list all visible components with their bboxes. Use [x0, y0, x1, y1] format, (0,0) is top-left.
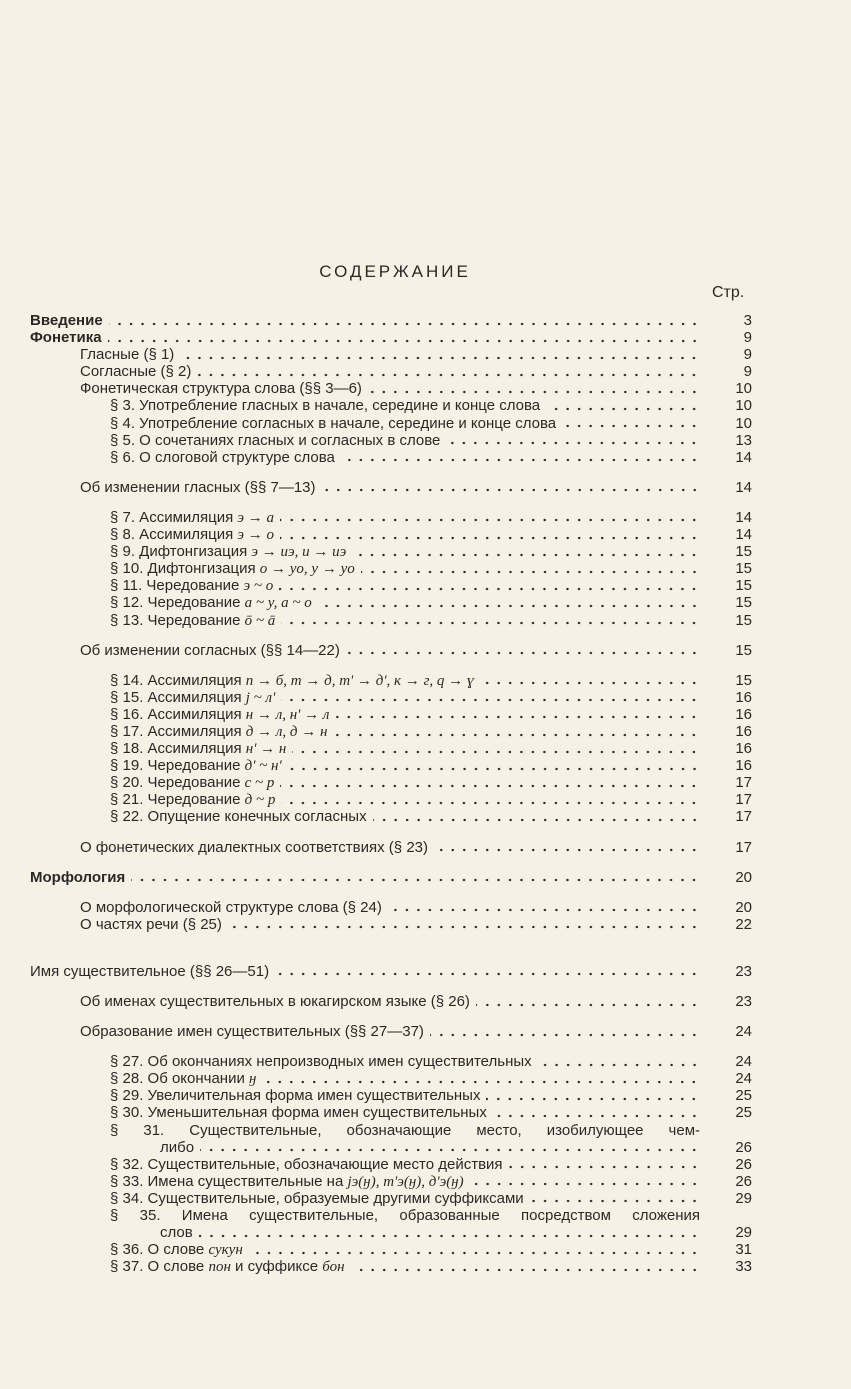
dot-leader [199, 1228, 700, 1238]
toc-entry-title [110, 526, 274, 544]
toc-entry-formula: ӈ [249, 1071, 257, 1088]
toc-entry-formula: д ~ р [244, 792, 276, 809]
toc-entry-text: Гласные (§ 1) [80, 346, 175, 364]
toc-page-number: 14 [735, 526, 752, 544]
dot-leader [493, 1108, 700, 1118]
toc-entry[interactable] [30, 1104, 752, 1121]
toc-entry-title-continued: либо [160, 1138, 195, 1156]
toc-entry[interactable] [30, 1241, 752, 1258]
dot-leader [318, 598, 700, 608]
toc-entry-text: § 16. Ассимиляция [110, 705, 246, 723]
toc-entry-title [110, 740, 286, 758]
toc-page-number: 15 [735, 671, 752, 689]
toc-section [30, 642, 752, 659]
toc-entry[interactable] [30, 479, 752, 496]
toc-page-number: 9 [743, 329, 752, 347]
toc-page-number: 14 [735, 478, 752, 496]
toc-entry-text: О частях речи (§ 25) [80, 915, 222, 933]
toc-entry-formula: д' ~ н' [244, 758, 282, 775]
toc-page-number: 20 [735, 898, 752, 916]
toc-page-number: 24 [735, 1023, 752, 1041]
toc-section [30, 672, 752, 826]
toc-entry-continuation[interactable] [30, 1139, 752, 1156]
toc-entry-title [110, 397, 540, 414]
toc-page-number: 15 [735, 543, 752, 561]
toc-entry[interactable] [30, 839, 752, 856]
toc-entry-text: § 32. Существительные, обозначающие место действия [110, 1155, 503, 1173]
toc-page-number: 15 [735, 594, 752, 612]
toc-entry[interactable] [30, 774, 752, 791]
dot-leader [109, 316, 700, 326]
toc-page-number: 14 [735, 508, 752, 526]
toc-entry-text: § 3. Употребление гласных в начале, середине и конце слова [110, 397, 541, 415]
toc-page-number: 10 [735, 414, 752, 432]
toc-entry-formula: п → б, т → д, т' → д', к → г, q → ɣ [245, 672, 475, 689]
toc-section [30, 1053, 752, 1275]
dot-leader [538, 1057, 700, 1067]
toc-entry-title [110, 432, 440, 449]
toc-entry-continuation[interactable] [30, 1224, 752, 1241]
dot-leader [281, 692, 700, 702]
toc-entry-text: § 30. Уменьшительная форма имен существительных [110, 1104, 487, 1122]
dot-leader [288, 761, 700, 771]
toc-entry-text: § 9. Дифтонгизация [110, 543, 252, 561]
toc-entry-text: Фонетическая структура слова (§§ 3—6) [80, 380, 362, 398]
dot-leader [430, 1027, 700, 1037]
toc-page-number: 9 [743, 346, 752, 364]
toc-entry-title [110, 1070, 256, 1088]
dot-leader [280, 512, 700, 522]
toc-section [30, 839, 752, 856]
toc-entry-text: Об именах существительных в юкагирском языке (§ 26) [80, 993, 470, 1010]
toc-entry-text: § 27. Об окончаниях непроизводных имен существительных [110, 1053, 532, 1071]
toc-entry-text: и суффиксе [230, 1258, 323, 1276]
toc-entry-title [110, 672, 474, 690]
toc-entry-text: § 5. О сочетаниях гласных и согласных в слове [110, 431, 441, 449]
toc-section [30, 899, 752, 933]
toc-entry-title [110, 1053, 532, 1070]
toc-entry[interactable] [30, 363, 752, 380]
toc-entry[interactable] [30, 869, 752, 886]
dot-leader [200, 1142, 700, 1152]
toc-entry-formula: с ~ р [244, 775, 275, 792]
toc-entry[interactable] [30, 740, 752, 757]
toc-entry-title [110, 612, 275, 630]
dot-leader [434, 842, 700, 852]
toc-entry-text: § 13. Чередование [110, 611, 245, 629]
toc-entry-text: § 10. Дифтонгизация [110, 560, 260, 578]
toc-entry-text: § 34. Существительные, образуемые другими суффиксами [110, 1189, 524, 1207]
dot-leader [249, 1245, 700, 1255]
toc-section [30, 963, 752, 980]
dot-leader [275, 966, 700, 976]
toc-page-number: 20 [735, 868, 752, 886]
toc-entry-title [80, 993, 470, 1010]
toc-entry[interactable] [30, 560, 752, 577]
dot-leader [509, 1159, 700, 1169]
toc-entry-title [110, 1173, 464, 1191]
toc-entry-text: О фонетических диалектных соответствиях (§ 23) [80, 838, 428, 856]
toc-entry[interactable] [30, 329, 752, 346]
toc-entry-text: Об изменении согласных (§§ 14—22) [80, 641, 340, 659]
toc-page-number: 17 [735, 808, 752, 826]
toc-page-number: 16 [735, 688, 752, 706]
toc-entry-formula: н' → н [245, 741, 287, 758]
toc-page-number: 3 [743, 312, 752, 329]
toc-section [30, 993, 752, 1010]
toc-entry-text: Образование имен существительных (§§ 27—37) [80, 1023, 424, 1041]
dot-leader [281, 615, 700, 625]
toc-entry-title [110, 791, 275, 809]
toc-entry-title [110, 757, 282, 775]
toc-entry-text: § 15. Ассимиляция [110, 688, 246, 706]
dot-leader [262, 1074, 700, 1084]
toc-section [30, 869, 752, 886]
toc-entry[interactable] [30, 963, 752, 980]
toc-entry-text: Введение [30, 312, 103, 329]
toc-entry-title [110, 774, 274, 792]
toc-entry-text: § 20. Чередование [110, 774, 245, 792]
toc-entry-formula: н → л, н' → л [245, 706, 330, 723]
toc-entry[interactable] [30, 415, 752, 432]
toc-entry-title [30, 963, 269, 980]
dot-leader [131, 872, 700, 882]
toc-entry-title [80, 916, 222, 933]
toc-page-number: 15 [735, 560, 752, 578]
toc-entry-formula: jэ(ӈ), т'э(ӈ), д'э(ӈ) [347, 1173, 464, 1190]
toc-entry-title [110, 689, 275, 707]
toc-page-number: 33 [735, 1258, 752, 1276]
toc-page-number: 10 [735, 380, 752, 398]
table-of-contents [30, 312, 752, 1288]
dot-leader [108, 333, 700, 343]
toc-entry-text: § 28. Об окончании [110, 1070, 250, 1088]
dot-leader [562, 418, 700, 428]
toc-entry-text: § 18. Ассимиляция [110, 740, 246, 758]
toc-page-number: 16 [735, 757, 752, 775]
dot-leader [228, 919, 700, 929]
toc-page-number: 17 [735, 791, 752, 809]
toc-page-number: 25 [735, 1087, 752, 1105]
toc-entry[interactable] [30, 1207, 752, 1224]
dot-leader [279, 581, 700, 591]
dot-leader [333, 727, 700, 737]
toc-entry-text: § 31. Существительные, обозначающие место, изобилующее чем- [110, 1121, 700, 1139]
toc-entry[interactable] [30, 397, 752, 414]
toc-page-number: 25 [735, 1104, 752, 1122]
toc-entry[interactable] [30, 1258, 752, 1275]
dot-leader [322, 482, 700, 492]
toc-page-number: 29 [735, 1224, 752, 1242]
toc-page-number: 10 [735, 397, 752, 415]
toc-section [30, 479, 752, 496]
toc-entry[interactable] [30, 1087, 752, 1104]
toc-entry-formula: бон [322, 1259, 345, 1276]
toc-entry-title [110, 560, 355, 578]
toc-entry-title [80, 642, 340, 659]
toc-entry-text: § 22. Опущение конечных согласных [110, 808, 367, 826]
toc-entry-title [110, 415, 556, 432]
toc-entry[interactable] [30, 993, 752, 1010]
toc-page-number: 26 [735, 1155, 752, 1173]
toc-page-number: 26 [735, 1172, 752, 1190]
toc-entry-text: § 33. Имена существительные на [110, 1172, 348, 1190]
toc-entry-formula: э → а [237, 509, 275, 526]
toc-entry-title [110, 449, 335, 466]
toc-entry-formula: э → иэ, и → иэ [251, 544, 347, 561]
dot-leader [281, 795, 700, 805]
dot-leader [530, 1193, 700, 1203]
toc-entry-title [30, 869, 125, 886]
toc-entry[interactable] [30, 380, 752, 397]
toc-entry[interactable] [30, 672, 752, 689]
toc-entry-title [110, 1104, 487, 1121]
toc-page-number: 31 [735, 1241, 752, 1259]
toc-section [30, 312, 752, 466]
toc-entry[interactable] [30, 526, 752, 543]
toc-entry[interactable] [30, 509, 752, 526]
toc-page-number: 23 [735, 962, 752, 980]
dot-leader [388, 902, 700, 912]
page-title: СОДЕРЖАНИЕ [319, 262, 471, 281]
toc-entry-title [80, 899, 382, 916]
toc-entry[interactable] [30, 916, 752, 933]
toc-section [30, 509, 752, 629]
toc-entry-title-continued: слов [160, 1224, 193, 1242]
toc-entry-text: Имя существительное (§§ 26—51) [30, 962, 270, 980]
toc-entry-text: § 36. О слове [110, 1241, 209, 1259]
toc-entry-text: Фонетика [30, 329, 102, 347]
toc-entry[interactable] [30, 899, 752, 916]
toc-page-number: 23 [735, 993, 752, 1010]
toc-entry-text: § 12. Чередование [110, 594, 245, 612]
toc-entry[interactable] [30, 1190, 752, 1207]
toc-page-number: 15 [735, 641, 752, 659]
toc-entry-title [30, 329, 102, 346]
toc-entry-text: § 7. Ассимиляция [110, 508, 238, 526]
dot-leader [351, 1262, 700, 1272]
dot-leader [180, 350, 700, 360]
toc-page-number: 16 [735, 740, 752, 758]
dot-leader [341, 452, 700, 462]
toc-entry-formula: j ~ л' [245, 689, 276, 706]
toc-page-number: 16 [735, 722, 752, 740]
toc-entry[interactable] [30, 1122, 752, 1139]
toc-entry-title [110, 577, 273, 595]
toc-page-number: 24 [735, 1070, 752, 1088]
toc-entry-text: § 8. Ассимиляция [110, 526, 238, 544]
toc-entry-formula: а ~ у, а ~ о [244, 595, 312, 612]
toc-entry-title [80, 346, 174, 363]
toc-entry-title [80, 380, 362, 397]
toc-entry-text: § 14. Ассимиляция [110, 671, 246, 689]
dot-leader [292, 744, 700, 754]
toc-page-number: 15 [735, 577, 752, 595]
toc-entry-title [110, 1258, 345, 1276]
toc-entry-formula: пон [208, 1259, 231, 1276]
toc-entry-text: § 35. Имена существительные, образованные посредством сложения [110, 1207, 700, 1225]
toc-entry[interactable] [30, 449, 752, 466]
toc-entry-formula: э → о [237, 527, 275, 544]
toc-entry[interactable] [30, 612, 752, 629]
toc-entry-title [80, 839, 428, 856]
page-column-label: Стр. [712, 284, 745, 301]
toc-entry-text: § 37. О слове [110, 1258, 209, 1276]
toc-entry[interactable] [30, 432, 752, 449]
toc-entry[interactable] [30, 689, 752, 706]
toc-entry-title [80, 1023, 424, 1040]
toc-entry-formula: д → л, д → н [245, 723, 328, 740]
toc-entry-title [110, 1156, 503, 1173]
toc-entry[interactable] [30, 543, 752, 560]
toc-entry-text: Морфология [30, 868, 126, 886]
toc-entry-title [110, 706, 329, 724]
toc-entry-title [110, 509, 274, 527]
toc-entry-title [110, 723, 327, 741]
toc-entry[interactable] [30, 757, 752, 774]
dot-leader [486, 1091, 700, 1101]
toc-entry-title [110, 1207, 752, 1224]
dot-leader [352, 547, 700, 557]
toc-page-number: 14 [735, 448, 752, 466]
toc-entry-title [110, 543, 346, 561]
toc-entry-title [110, 1241, 243, 1259]
toc-page-number: 26 [735, 1138, 752, 1156]
dot-leader [446, 435, 700, 445]
toc-entry-title [80, 363, 191, 380]
toc-entry[interactable] [30, 1023, 752, 1040]
toc-entry-formula: сукун [208, 1242, 243, 1259]
dot-leader [361, 564, 700, 574]
toc-entry[interactable] [30, 577, 752, 594]
dot-leader [546, 401, 700, 411]
toc-page-number: 16 [735, 705, 752, 723]
dot-leader [335, 709, 700, 719]
toc-entry-text: § 21. Чередование [110, 791, 245, 809]
toc-entry-text: Об изменении гласных (§§ 7—13) [80, 478, 316, 496]
toc-page-number: 15 [735, 611, 752, 629]
toc-entry[interactable] [30, 1070, 752, 1087]
toc-entry[interactable] [30, 594, 752, 611]
toc-entry-title [80, 479, 316, 496]
toc-page-number: 29 [735, 1189, 752, 1207]
toc-page-number: 17 [735, 774, 752, 792]
toc-entry-text: § 6. О слоговой структуре слова [110, 448, 335, 466]
toc-page-number: 24 [735, 1053, 752, 1071]
dot-leader [280, 530, 700, 540]
toc-entry-title [110, 594, 312, 612]
dot-leader [197, 367, 700, 377]
toc-entry[interactable] [30, 312, 752, 329]
toc-entry-formula: о → уо, у → уо [259, 561, 355, 578]
toc-entry-text: § 19. Чередование [110, 757, 245, 775]
dot-leader [368, 384, 700, 394]
toc-entry-text: О морфологической структуре слова (§ 24) [80, 898, 382, 916]
toc-entry-text: § 4. Употребление согласных в начале, середине и конце слова [110, 414, 557, 432]
toc-entry-title [110, 1190, 524, 1207]
toc-entry[interactable] [30, 706, 752, 723]
toc-entry[interactable] [30, 791, 752, 808]
toc-page-number: 22 [735, 915, 752, 933]
dot-leader [480, 675, 700, 685]
toc-entry-text: § 29. Увеличительная форма имен существительных [110, 1087, 481, 1105]
toc-entry-text: Согласные (§ 2) [80, 363, 192, 381]
toc-section [30, 1023, 752, 1040]
toc-entry[interactable] [30, 1053, 752, 1070]
toc-entry-title [110, 1122, 752, 1139]
toc-entry[interactable] [30, 1156, 752, 1173]
toc-entry[interactable] [30, 808, 752, 825]
toc-entry[interactable] [30, 642, 752, 659]
toc-entry[interactable] [30, 346, 752, 363]
dot-leader [280, 778, 700, 788]
dot-leader [373, 812, 700, 822]
toc-page-number: 13 [735, 431, 752, 449]
toc-entry[interactable] [30, 1173, 752, 1190]
toc-entry-title [30, 312, 103, 329]
toc-entry-formula: ō ~ ā [244, 612, 276, 629]
toc-page-number: 9 [743, 363, 752, 381]
dot-leader [470, 1176, 700, 1186]
toc-entry-formula: э ~ о [243, 578, 274, 595]
dot-leader [346, 645, 700, 655]
toc-entry-title [110, 808, 367, 825]
toc-entry[interactable] [30, 723, 752, 740]
toc-page-number: 17 [735, 838, 752, 856]
toc-entry-text: § 17. Ассимиляция [110, 722, 246, 740]
toc-entry-title [110, 1087, 480, 1104]
toc-entry-text: § 11. Чередование [110, 577, 244, 595]
dot-leader [476, 997, 700, 1007]
